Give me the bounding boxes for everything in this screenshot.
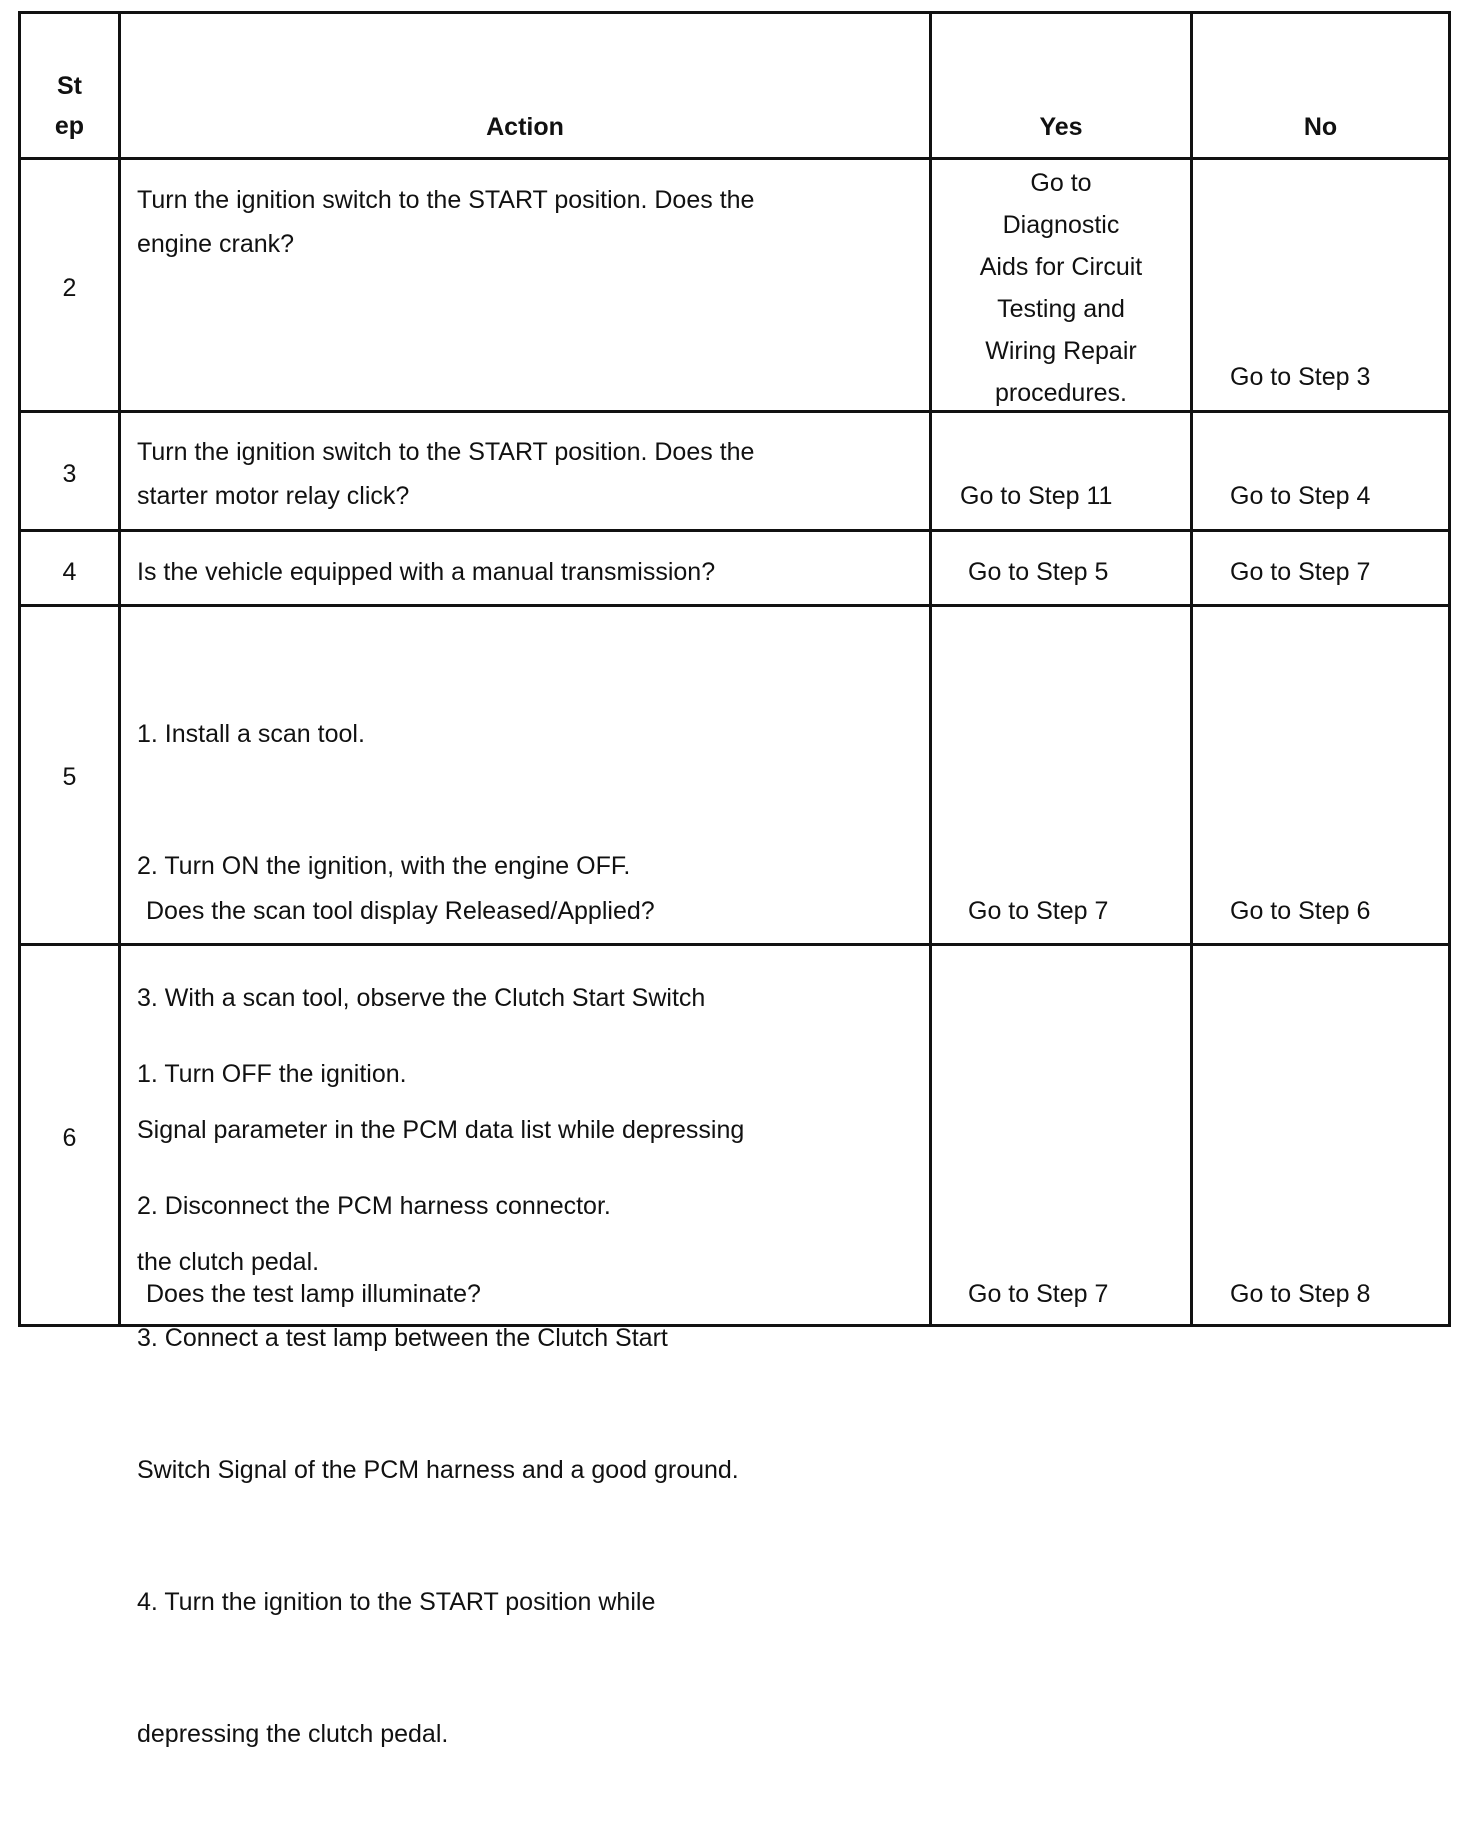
header-yes: Yes bbox=[1039, 113, 1083, 141]
yes-line: Diagnostic bbox=[1002, 211, 1120, 239]
action-line: 2. Disconnect the PCM harness connector. bbox=[137, 1192, 611, 1220]
action-line: 3. Connect a test lamp between the Clutch Start bbox=[137, 1324, 668, 1352]
action-line: Is the vehicle equipped with a manual transmission? bbox=[137, 558, 716, 586]
yes-cell: Go to Step 7 bbox=[968, 897, 1109, 925]
row-divider bbox=[21, 410, 1448, 413]
step-number: 2 bbox=[62, 274, 77, 302]
yes-line: Aids for Circuit bbox=[979, 253, 1143, 281]
step-number: 4 bbox=[62, 558, 77, 586]
action-text bbox=[137, 430, 754, 518]
row-divider bbox=[21, 529, 1448, 532]
yes-cell: Go to Step 5 bbox=[968, 558, 1109, 586]
no-cell: Go to Step 7 bbox=[1230, 558, 1371, 586]
yes-cell bbox=[932, 162, 1190, 414]
header-no: No bbox=[1303, 113, 1338, 141]
action-text bbox=[137, 178, 754, 266]
row-divider bbox=[21, 157, 1448, 160]
header-action: Action bbox=[486, 113, 564, 141]
action-line: Signal parameter in the PCM data list while depressing bbox=[137, 1116, 745, 1144]
column-divider bbox=[1190, 14, 1193, 1324]
yes-line: Go to bbox=[1030, 169, 1092, 197]
action-line: Turn the ignition switch to the START position. Does the bbox=[137, 438, 755, 466]
action-text bbox=[137, 550, 715, 594]
action-line: 3. With a scan tool, observe the Clutch Start Switch bbox=[137, 984, 706, 1012]
action-line: the clutch pedal. bbox=[137, 1248, 320, 1276]
action-line: 1. Install a scan tool. bbox=[137, 720, 365, 748]
yes-line: Wiring Repair bbox=[985, 337, 1137, 365]
question-text: Does the test lamp illuminate? bbox=[146, 1280, 481, 1308]
column-divider bbox=[118, 14, 121, 1324]
no-cell: Go to Step 8 bbox=[1230, 1280, 1371, 1308]
no-cell: Go to Step 6 bbox=[1230, 897, 1371, 925]
diagnostic-table bbox=[18, 11, 1451, 1748]
header-step-line: St bbox=[57, 72, 82, 100]
yes-cell: Go to Step 11 bbox=[960, 482, 1113, 510]
yes-cell: Go to Step 7 bbox=[968, 1280, 1109, 1308]
no-cell: Go to Step 4 bbox=[1230, 482, 1371, 510]
row-divider bbox=[21, 604, 1448, 607]
yes-line: procedures. bbox=[994, 379, 1128, 407]
action-line: 2. Turn ON the ignition, with the engine OFF. bbox=[137, 852, 631, 880]
action-line: starter motor relay click? bbox=[137, 482, 410, 510]
header-step-line: ep bbox=[54, 112, 85, 140]
step-number: 5 bbox=[62, 763, 77, 791]
step-number: 6 bbox=[62, 1124, 77, 1152]
action-line: engine crank? bbox=[137, 230, 295, 258]
question-text: Does the scan tool display Released/Applied? bbox=[146, 897, 655, 925]
action-line: 4. Turn the ignition to the START position while bbox=[137, 1588, 656, 1616]
header-step-full bbox=[0, 0, 1, 1]
action-text bbox=[137, 964, 739, 1844]
step-number: 3 bbox=[62, 460, 77, 488]
header-step bbox=[21, 66, 118, 146]
action-line: Switch Signal of the PCM harness and a good ground. bbox=[137, 1456, 739, 1484]
no-cell: Go to Step 3 bbox=[1230, 363, 1371, 391]
action-line: depressing the clutch pedal. bbox=[137, 1720, 449, 1748]
yes-line: Testing and bbox=[997, 295, 1125, 323]
action-line: Turn the ignition switch to the START position. Does the bbox=[137, 186, 755, 214]
action-line: 1. Turn OFF the ignition. bbox=[137, 1060, 407, 1088]
